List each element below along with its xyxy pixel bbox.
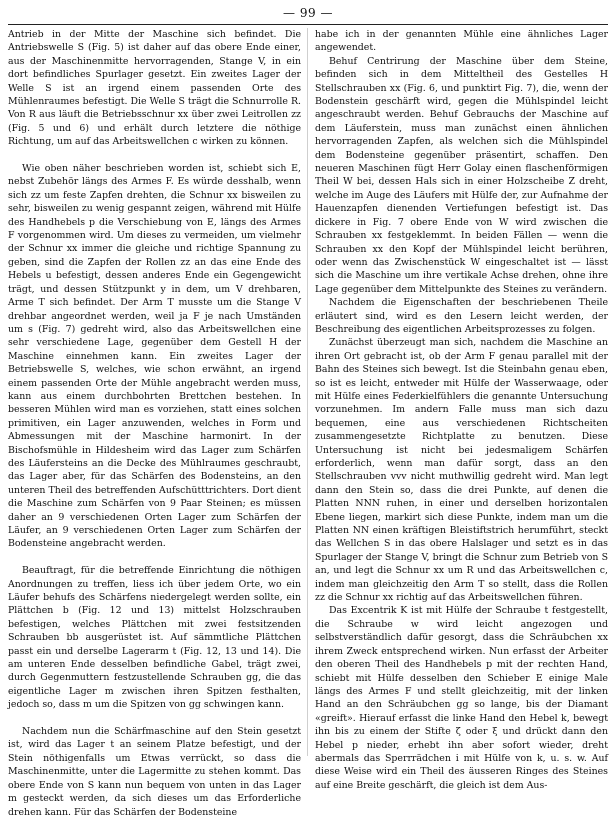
paragraph: Antrieb in der Mitte der Maschine sich befindet. Die Antriebswelle S (Fig. 5) ist daher auf das obere Ende einer, aus der Maschinenmitte hervorragenden, Stange V, in ein dort befindliches Spurlager gesetzt. Ein zweites Lager der Welle S ist an irgend einem passenden Orte des Mühlenraumes befestigt. Die Welle S trägt die Schnurrolle R. Von R aus läuft die Betriebsschnur xx über zwei Leitrollen zz (Fig. 5 und 6) und erhält durch letztere die nöthige Richtung, um auf das Arbeitswellchen c wirken zu können.: [8, 29, 301, 148]
header-rule: [8, 24, 608, 25]
paragraph: Das Excentrik K ist mit Hülfe der Schraube t festgestellt, die Schraube w wird leicht angezogen und selbstverständlich dafür gesorgt, dass die Schräubchen xx ihrem Zweck entsprechend wirken. Nun erfasst der Arbeiter den oberen Theil des Handhebels p mit der rechten Hand, schiebt mit Hülfe desselben den Schieber E einige Male längs des Armes F und stellt gleichzeitig, mit der linken Hand an den Schräubchen gg so lange, bis der Diamant «greift». Hierauf erfasst die linke Hand den Hebel k, bewegt ihn bis zu einem der Stifte ζ oder ξ und drückt dann den Hebel p nieder, erhebt ihn aber sofort wieder, dreht abermals das Sperrrädchen i mit Hülfe von k, u. s. w. Auf diese Weise wird ein Theil des äusseren Ringes des Steines auf eine Breite geschärft, die gleich ist dem Aus-: [315, 605, 608, 791]
paragraph: Beauftragt, für die betreffende Einrichtung die nöthigen Anordnungen zu treffen, liess ich über jedem Orte, wo ein Läufer behufs des Schärfens niedergelegt werden sollte, ein Plättchen b (Fig. 12 und 13) mittelst Holzschrauben befestigen, welches Plättchen mit zwei festsitzenden Schrauben bb ausgerüstet ist. Auf sämmtliche Plättchen passt ein und derselbe Lagerarm t (Fig. 12, 13 und 14). Die am unteren Ende desselben befindliche Gabel, trägt zwei, durch Gegenmuttern festzustellende Schrauben gg, die das eigentliche Lager m zwischen ihren Spitzen festhalten, jedoch so, dass m um die Spitzen von gg schwingen kann.: [8, 565, 301, 711]
paragraph: Behuf Centrirung der Maschine über dem Steine, befinden sich in dem Mitteltheil des Gestelles H Stellschrauben xx (Fig. 6, und punktirt Fig. 7), die, wenn der Bodenstein geschärft wird, gegen die Mühlspindel leicht angeschraubt werden. Behuf Gebrauchs der Maschine auf dem Läuferstein, muss man zunächst einen ähnlichen hervorragenden Zapfen, als welchen sich die Mühlspindel dem Bodensteine gegenüber präsentirt, schaffen. Den neueren Maschinen fügt Herr Golay einen flaschenförmigen Theil W bei, dessen Hals sich in einer Holzscheibe Z dreht, welche im Auge des Läufers mit Hülfe der, zur Aufnahme der Hauenzapfen dienenden Vertiefungen befestigt ist. Das dickere in Fig. 7 obere Ende von W wird zwischen die Schrauben xx festgeklemmt. In beiden Fällen — wenn die Schrauben xx den Kopf der Mühlspindel leicht berühren, oder wenn das Zwischenstück W eingeschaltet ist — lässt sich die Maschine um ihre vertikale Achse drehen, ohne ihre Lage gegenüber dem Mittelpunkte des Steines zu verändern.: [315, 55, 608, 295]
left-column: [8, 28, 301, 818]
paragraph: habe ich in der genannten Mühle eine ähnliches Lager angewendet.: [315, 29, 608, 54]
right-column: [315, 28, 608, 791]
page-number: — 99 —: [283, 6, 333, 20]
text-columns: [8, 28, 608, 818]
paragraph: Zunächst überzeugt man sich, nachdem die Maschine an ihren Ort gebracht ist, ob der Arm F genau parallel mit der Bahn des Steines sich bewegt. Ist die Steinbahn genau eben, so ist es leicht, entweder mit Hülfe der Wasserwaage, oder mit Hülfe eines Federkielfühlers die genannte Untersuchung vorzunehmen. Im andern Falle muss man sich dazu bequemen, eine aus verschiedenen Richtscheiten zusammengesetzte Richtplatte zu benutzen. Diese Untersuchung ist nicht bei jedesmaligem Schärfen erforderlich, wenn man dafür sorgt, dass an den Stellschrauben vvv nicht muthwillig gedreht wird. Man legt dann den Stein so, dass die drei Punkte, auf denen die Platten NNN ruhen, in einer und derselben horizontalen Ebene liegen, markirt sich diese Punkte, indem man um die Platten NN einen kräftigen Bleistiftstrich herumführt, steckt das Wellchen S in das obere Halslager und setzt es in das Spurlager der Stange V, bringt die Schnur zum Betrieb von S an, und legt die Schnur xx um R und das Arbeitswellchen c, indem man gleichzeitig den Arm T so stellt, dass die Rollen zz die Schnur xx richtig auf das Arbeitswellchen führen.: [315, 337, 608, 604]
paragraph: Wie oben näher beschrieben worden ist, schiebt sich E, nebst Zubehör längs des Armes F. Es würde desshalb, wenn sich zz um feste Zapfen drehten, die Schnur xx bisweilen zu sehr, bisweilen zu wenig gespannt zeigen, während mit Hülfe des Handhebels p die Verschiebung von E, längs des Armes F vorgenommen wird. Um dieses zu vermeiden, um vielmehr der Schnur xx immer die gleiche und richtige Spannung zu geben, sind die Zapfen der Rollen zz an das eine Ende des Hebels u befestigt, dessen anderes Ende ein Gegengewicht trägt, und dessen Stützpunkt y in dem, um V drehbaren, Arme T sich befindet. Der Arm T musste um die Stange V drehbar angeordnet werden, weil ja F je nach Umständen um s (Fig. 7) gedreht wird, also das Arbeitswellchen eine sehr verschiedene Lage, gegenüber dem Gestell H der Maschine einnehmen kann. Ein zweites Lager der Betriebswelle S, welches, wie schon erwähnt, an irgend einem passenden Orte der Mühle angebracht werden muss, kann aus einem durchbohrten Brettchen bestehen. In besseren Mühlen wird man es vorziehen, statt eines solchen primitiven, ein Lager anzuwenden, welches in Form und Abmessungen mit der Maschine harmonirt. In der Bischofsmühle in Hildesheim wird das Lager zum Schärfen des Läufersteins an die Decke des Mühlraumes geschraubt, das Lager aber, für das Schärfen des Bodensteins, an den unteren Theil des betreffenden Aufschütttrichters. Dort dient die Maschine zum Schärfen von 9 Paar Steinen; es müssen daher an 9 verschiedenen Orten Lager zum Schärfen der Läufer, an 9 verschiedenen Orten Lager zum Schärfen der Bodensteine angebracht werden.: [8, 163, 301, 550]
paragraph: Nachdem die Eigenschaften der beschriebenen Theile erläutert sind, wird es den Lesern leicht werden, der Beschreibung des eigentlichen Arbeitsprozesses zu folgen.: [315, 297, 608, 335]
paragraph: Nachdem nun die Schärfmaschine auf den Stein gesetzt ist, wird das Lager t an seinem Platze befestigt, und der Stein nöthigenfalls um Etwas verrückt, so dass die Maschinenmitte, unter die Lagermitte zu stehen kommt. Das obere Ende von S kann nun bequem von unten in das Lager m gesteckt werden, da sich dieses um das Erforderliche drehen kann. Für das Schärfen der Bodensteine: [8, 726, 301, 818]
